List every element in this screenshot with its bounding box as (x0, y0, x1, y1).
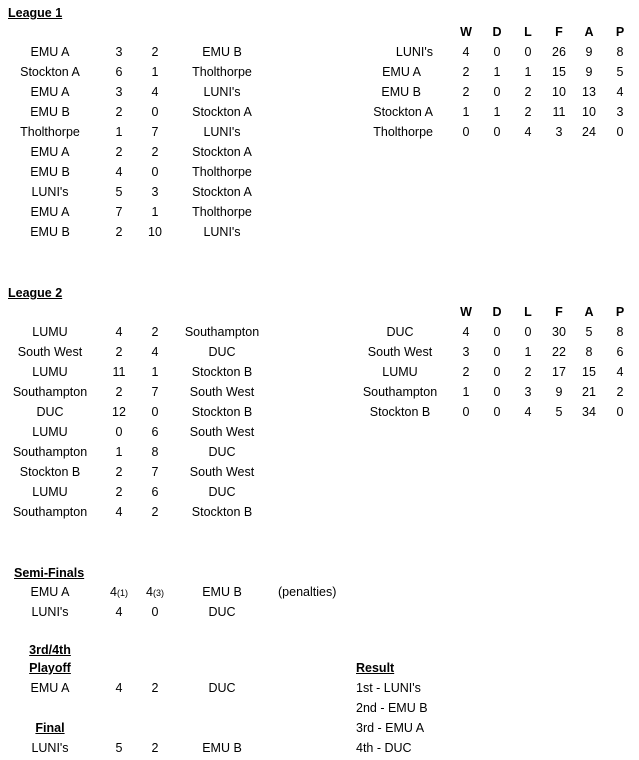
home-team: LUMU (32, 325, 68, 339)
result-line: 1st - LUNI's (356, 681, 421, 695)
points: 0 (616, 405, 624, 419)
points: 3 (616, 105, 624, 119)
draws: 0 (493, 385, 501, 399)
home-score: 3 (115, 45, 123, 59)
away-score: 7 (151, 385, 159, 399)
away-score: 8 (151, 445, 159, 459)
away-score: 0 (151, 105, 159, 119)
home-team: LUMU (32, 365, 68, 379)
home-score: 2 (115, 385, 123, 399)
away-score: 1 (151, 205, 159, 219)
away-score: 2 (151, 45, 159, 59)
draws: 0 (493, 325, 501, 339)
away-team: EMU B (202, 45, 242, 59)
l1-header-p: P (615, 25, 625, 39)
draws: 0 (493, 45, 501, 59)
home-score: 1 (115, 125, 123, 139)
home-score: 7 (115, 205, 123, 219)
team-name: Tholthorpe (373, 125, 433, 139)
draws: 0 (493, 365, 501, 379)
l1-header-f: F (555, 25, 563, 39)
losses: 2 (524, 85, 532, 99)
home-score: 2 (115, 225, 123, 239)
goals-for: 22 (552, 345, 566, 359)
home-team: Southampton (12, 445, 88, 459)
away-score: 7 (151, 465, 159, 479)
away-score: 2 (151, 325, 159, 339)
away-team: Southampton (184, 325, 260, 339)
home-team: DUC (36, 405, 64, 419)
l1-header-l: L (524, 25, 532, 39)
away-team: Tholthorpe (192, 205, 252, 219)
away-score: 0 (151, 605, 159, 619)
l2-header-a: A (584, 305, 594, 319)
losses: 0 (524, 325, 532, 339)
goals-against: 13 (582, 85, 596, 99)
away-score: 4 (151, 85, 159, 99)
team-name: Stockton B (369, 405, 431, 419)
home-score: 2 (115, 145, 123, 159)
wins: 1 (462, 105, 470, 119)
wins: 4 (462, 325, 470, 339)
goals-against: 9 (585, 65, 593, 79)
home-team: LUMU (32, 425, 68, 439)
league1-title: League 1 (8, 6, 63, 20)
goals-against: 21 (582, 385, 596, 399)
away-score: 1 (151, 365, 159, 379)
away-score: 0 (151, 405, 159, 419)
away-team: LUNI's (203, 225, 241, 239)
home-team: EMU A (30, 585, 70, 599)
losses: 4 (524, 125, 532, 139)
away-team: Stockton B (191, 505, 253, 519)
team-name: EMU A (382, 65, 421, 79)
league2-title: League 2 (8, 286, 63, 300)
goals-for: 10 (552, 85, 566, 99)
away-team: Stockton B (191, 365, 253, 379)
away-team: LUNI's (203, 125, 241, 139)
home-score: 6 (115, 65, 123, 79)
result-line: 4th - DUC (356, 741, 412, 755)
home-score: 4 (115, 605, 123, 619)
home-score: 5 (115, 185, 123, 199)
away-team: South West (189, 385, 255, 399)
goals-for: 17 (552, 365, 566, 379)
points: 8 (616, 325, 624, 339)
home-score: 4 (115, 681, 123, 695)
draws: 1 (493, 65, 501, 79)
away-team: DUC (208, 445, 236, 459)
goals-against: 9 (585, 45, 593, 59)
away-team: DUC (208, 605, 236, 619)
away-score: 0 (151, 165, 159, 179)
goals-for: 15 (552, 65, 566, 79)
goals-for: 5 (555, 405, 563, 419)
result-line: 3rd - EMU A (356, 721, 425, 735)
team-name: South West (367, 345, 433, 359)
goals-against: 10 (582, 105, 596, 119)
goals-for: 26 (552, 45, 566, 59)
team-name: Stockton A (373, 105, 433, 119)
away-team: LUNI's (203, 85, 241, 99)
home-team: EMU B (30, 225, 70, 239)
away-team: DUC (208, 485, 236, 499)
l2-header-w: W (460, 305, 472, 319)
away-team: South West (189, 465, 255, 479)
home-team: Stockton B (19, 465, 81, 479)
away-team: Stockton A (192, 145, 252, 159)
home-team: EMU A (30, 45, 70, 59)
team-name: LUNI's (395, 45, 433, 59)
wins: 4 (462, 45, 470, 59)
points: 6 (616, 345, 624, 359)
home-team: EMU A (30, 145, 70, 159)
away-penalties: (3) (152, 588, 164, 598)
away-team: Tholthorpe (192, 65, 252, 79)
home-score: 2 (115, 485, 123, 499)
away-score: 2 (151, 505, 159, 519)
l2-header-d: D (492, 305, 502, 319)
l1-header-a: A (584, 25, 594, 39)
home-team: EMU A (30, 205, 70, 219)
home-team: LUNI's (31, 185, 69, 199)
team-name: LUMU (382, 365, 418, 379)
away-team: Stockton A (192, 105, 252, 119)
home-score: 5 (115, 741, 123, 755)
wins: 0 (462, 125, 470, 139)
away-score: 2 (151, 681, 159, 695)
away-score: 2 (151, 145, 159, 159)
home-score: 2 (115, 345, 123, 359)
away-score-with-penalties (146, 582, 164, 602)
losses: 2 (524, 105, 532, 119)
points: 4 (616, 365, 624, 379)
home-team: EMU A (30, 681, 70, 695)
away-team: EMU B (202, 585, 242, 599)
away-team: South West (189, 425, 255, 439)
home-score: 1 (115, 445, 123, 459)
team-name: EMU B (381, 85, 421, 99)
home-score: 2 (115, 465, 123, 479)
losses: 1 (524, 345, 532, 359)
away-team: Tholthorpe (192, 165, 252, 179)
losses: 3 (524, 385, 532, 399)
home-team: EMU B (30, 105, 70, 119)
away-team: Stockton A (192, 185, 252, 199)
points: 2 (616, 385, 624, 399)
goals-for: 3 (555, 125, 563, 139)
away-score: 4 (151, 345, 159, 359)
wins: 2 (462, 85, 470, 99)
wins: 2 (462, 65, 470, 79)
home-score: 4 (115, 505, 123, 519)
home-team: LUNI's (31, 605, 69, 619)
losses: 4 (524, 405, 532, 419)
home-team: LUMU (32, 485, 68, 499)
home-score: 12 (112, 405, 126, 419)
away-score: 3 (151, 185, 159, 199)
home-score: 3 (115, 85, 123, 99)
home-penalties: (1) (116, 588, 128, 598)
draws: 0 (493, 405, 501, 419)
away-score: 1 (151, 65, 159, 79)
goals-for: 11 (552, 105, 566, 119)
home-team: Southampton (12, 385, 88, 399)
away-score: 6 (151, 425, 159, 439)
draws: 1 (493, 105, 501, 119)
points: 4 (616, 85, 624, 99)
home-team: EMU B (30, 165, 70, 179)
goals-against: 8 (585, 345, 593, 359)
home-team: LUNI's (31, 741, 69, 755)
draws: 0 (493, 125, 501, 139)
home-team: EMU A (30, 85, 70, 99)
points: 0 (616, 125, 624, 139)
goals-against: 34 (582, 405, 596, 419)
goals-against: 5 (585, 325, 593, 339)
result-title: Result (356, 661, 395, 675)
l2-header-p: P (615, 305, 625, 319)
home-score: 11 (112, 365, 126, 379)
home-team: South West (17, 345, 83, 359)
penalties-note: (penalties) (278, 585, 337, 599)
home-score-with-penalties (110, 582, 128, 602)
wins: 0 (462, 405, 470, 419)
away-score: 10 (148, 225, 162, 239)
home-team: Tholthorpe (20, 125, 80, 139)
result-line: 2nd - EMU B (356, 701, 428, 715)
away-team: EMU B (202, 741, 242, 755)
points: 8 (616, 45, 624, 59)
home-score: 4 (115, 165, 123, 179)
losses: 1 (524, 65, 532, 79)
home-score: 2 (115, 105, 123, 119)
home-team: Southampton (12, 505, 88, 519)
draws: 0 (493, 345, 501, 359)
wins: 1 (462, 385, 470, 399)
l1-header-w: W (460, 25, 472, 39)
losses: 2 (524, 365, 532, 379)
final-title: Final (35, 721, 65, 735)
goals-against: 15 (582, 365, 596, 379)
wins: 2 (462, 365, 470, 379)
away-score: 4 (146, 585, 153, 599)
home-score: 4 (110, 585, 117, 599)
home-score: 0 (115, 425, 123, 439)
away-team: Stockton B (191, 405, 253, 419)
goals-against: 24 (582, 125, 596, 139)
away-team: DUC (208, 681, 236, 695)
goals-for: 9 (555, 385, 563, 399)
away-score: 6 (151, 485, 159, 499)
semi-finals-title: Semi-Finals (14, 566, 85, 580)
team-name: DUC (386, 325, 414, 339)
points: 5 (616, 65, 624, 79)
draws: 0 (493, 85, 501, 99)
goals-for: 30 (552, 325, 566, 339)
away-score: 7 (151, 125, 159, 139)
l2-header-l: L (524, 305, 532, 319)
home-team: Stockton A (20, 65, 80, 79)
wins: 3 (462, 345, 470, 359)
playoff-title-line2: Playoff (29, 661, 71, 675)
team-name: Southampton (362, 385, 438, 399)
l1-header-d: D (492, 25, 502, 39)
losses: 0 (524, 45, 532, 59)
home-score: 4 (115, 325, 123, 339)
playoff-title-line1: 3rd/4th (29, 643, 71, 657)
away-score: 2 (151, 741, 159, 755)
away-team: DUC (208, 345, 236, 359)
l2-header-f: F (555, 305, 563, 319)
